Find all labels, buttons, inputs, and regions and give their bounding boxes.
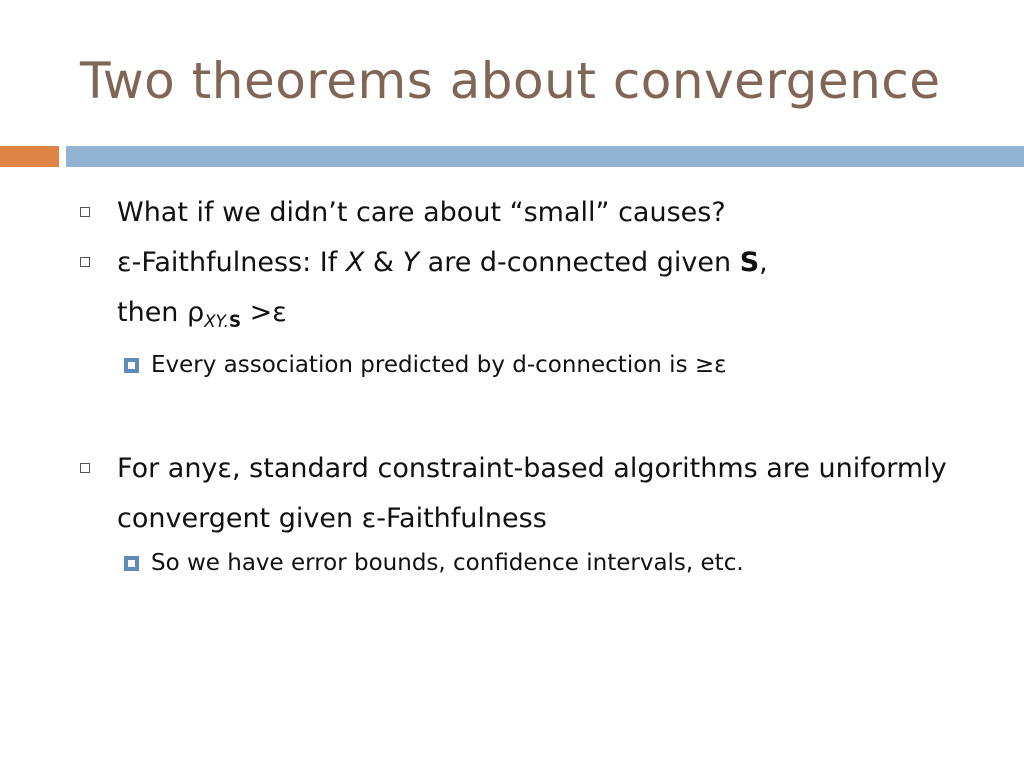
variable-x: X (345, 247, 365, 278)
slide-body (80, 188, 980, 582)
bullet-text-part: then ρ (117, 297, 205, 328)
spacer (80, 384, 980, 444)
accent-bar-orange (0, 146, 59, 167)
subscript-s: S (229, 310, 242, 331)
hollow-square-icon (80, 257, 90, 267)
bullet-text: What if we didn’t care about “small” causes? (117, 197, 726, 228)
bullet-text-part: , (759, 247, 768, 278)
hollow-square-icon (80, 207, 90, 217)
rho-subscript (204, 311, 241, 331)
sub-bullet-error-bounds (124, 544, 980, 582)
variable-s: S (739, 247, 760, 278)
accent-bar-blue (66, 146, 1024, 167)
square-in-square-icon (124, 358, 139, 373)
bullet-text-part: & (364, 247, 403, 278)
bullet-text: For anyε, standard constraint-based algorithms are uniformly convergent given ε-Faithfulness (117, 452, 947, 534)
sub-bullet-text: Every association predicted by d-connection is ≥ε (151, 351, 727, 378)
subscript-xy: XY. (204, 310, 230, 331)
bullet-text-part: ε-Faithfulness: If (117, 247, 346, 278)
sub-bullet-text: So we have error bounds, confidence intervals, etc. (151, 549, 744, 576)
bullet-text-part: >ε (241, 297, 287, 328)
variable-y: Y (402, 247, 420, 278)
bullet-uniform-convergence (80, 444, 980, 544)
hollow-square-icon (80, 463, 90, 473)
bullet-epsilon-faithfulness (80, 238, 980, 346)
bullet-small-causes (80, 188, 980, 238)
square-in-square-icon (124, 556, 139, 571)
bullet-text-part: are d-connected given (419, 247, 740, 278)
sub-bullet-association (124, 346, 980, 384)
slide-title: Two theorems about convergence (80, 52, 941, 110)
